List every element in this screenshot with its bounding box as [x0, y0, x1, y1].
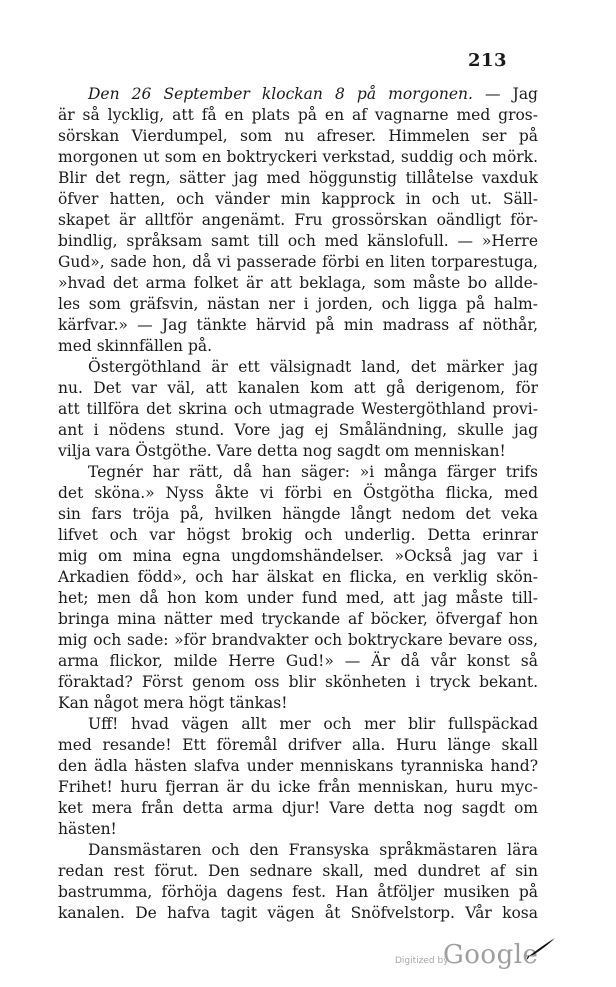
- text-line: kanalen. De hafva tagit vägen åt Snöfvelstorp. Vår kosa: [58, 904, 538, 922]
- text-line: skapet är alltför angenämt. Fru grossörskan oändligt för-: [58, 211, 538, 229]
- digitized-label: Digitized by: [395, 956, 449, 966]
- text-line: »hvad det arma folket är att beklaga, som måste bo allde-: [58, 274, 538, 292]
- text-line: arma flickor, milde Herre Gud!» — Är då vår konst så: [58, 652, 538, 670]
- text-line: ant i nödens stund. Vore jag ej Småländning, skulle jag: [58, 421, 538, 439]
- text-line: Tegnér har rätt, då han säger: »i många färger trifs: [88, 463, 538, 481]
- text-line: Blir det regn, sätter jag med höggunstig tillåtelse vaxduk: [58, 169, 538, 187]
- body-text: [58, 84, 538, 924]
- text-line: hästen!: [58, 820, 117, 838]
- text-line: vilja vara Östgöthe. Vare detta nog sagdt om menniskan!: [58, 442, 506, 460]
- text-line: Dansmästaren och den Fransyska språkmästaren lära: [88, 841, 538, 859]
- quill-icon: [527, 936, 557, 960]
- text-line: Gud», sade hon, då vi passerade förbi en liten torparestuga,: [58, 253, 538, 271]
- text-line: bastrumma, förhöja dagens fest. Han åtföljer musiken på: [58, 883, 538, 901]
- text-line: med resande! Ett föremål drifver alla. Huru länge skall: [58, 736, 538, 754]
- text-line: kärfvar.» — Jag tänkte härvid på min madrass af nöthår,: [58, 316, 538, 334]
- google-logo-text: Google: [443, 940, 539, 970]
- text-line: att tillföra det skrina och utmagrade Westergöthland provi-: [58, 400, 538, 418]
- text-line: är så lycklig, att få en plats på en af vagnarne med gros-: [58, 106, 538, 124]
- text-line: het; men då hon kom under fund med, att jag måste till-: [58, 589, 538, 607]
- text-line: Frihet! huru fjerran är du icke från menniskan, huru myc-: [58, 778, 538, 796]
- text-line: Östergöthland är ett välsignadt land, det märker jag: [88, 358, 538, 376]
- text-line: nu. Det var väl, att kanalen kom att gå derigenom, för: [58, 379, 538, 397]
- text-line: med skinnfällen på.: [58, 337, 213, 355]
- text-line: les som gräfsvin, nästan ner i jorden, och ligga på halm-: [58, 295, 538, 313]
- text-line: morgonen ut som en boktryckeri verkstad, suddig och mörk.: [58, 148, 538, 166]
- text-line: Arkadien född», och har älskat en flicka, en verklig skön-: [58, 568, 538, 586]
- text-line: öfver hatten, och vänder min kapprock in och ut. Säll-: [58, 190, 538, 208]
- text-line: mig och sade: »för brandvakter och boktryckare bevare oss,: [58, 631, 538, 649]
- text-line: mig om mina egna ungdomshändelser. »Också jag var i: [58, 547, 538, 565]
- text-line: bindlig, språksam samt till och med känslofull. — »Herre: [58, 232, 538, 250]
- text-line: den ädla hästen slafva under menniskans tyranniska hand?: [58, 757, 538, 775]
- text-line: ket mera från detta arma djur! Vare detta nog sagdt om: [58, 799, 538, 817]
- text-line: redan rest förut. Den sednare skall, med dundret af sin: [58, 862, 538, 880]
- text-line-opening: [58, 84, 538, 105]
- text-line: lifvet och var högst brokig och underlig. Detta erinrar: [58, 526, 538, 544]
- text-line: bringa mina nätter med tryckande af böcker, öfvergaf hon: [58, 610, 538, 628]
- opening-date-phrase: Den 26 September klockan 8 på morgonen.: [88, 85, 473, 103]
- text-line: Kan något mera högt tänkas!: [58, 694, 288, 712]
- digitized-by-google-watermark: [395, 936, 575, 976]
- opening-line-tail: — Jag: [485, 85, 538, 103]
- text-line: sörskan Vierdumpel, som nu afreser. Himmelen ser på: [58, 127, 538, 145]
- page-number: 213: [468, 50, 508, 71]
- text-line: sin fars tröja på, hvilken hängde långt nedom det veka: [58, 505, 538, 523]
- text-line: Uff! hvad vägen allt mer och mer blir fullspäckad: [88, 715, 538, 733]
- text-line: det sköna.» Nyss åkte vi förbi en Östgötha flicka, med: [58, 484, 538, 502]
- text-line: föraktad? Först genom oss blir skönheten i tryck bekant.: [58, 673, 538, 691]
